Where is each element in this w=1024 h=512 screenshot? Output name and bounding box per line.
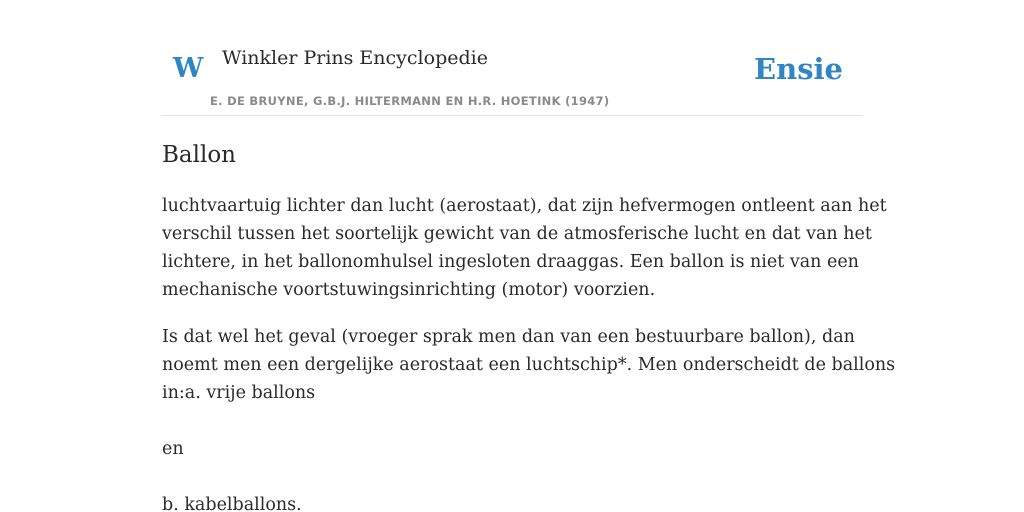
- paragraph-line: verschil tussen het soortelijk gewicht van de atmosferische lucht en dat van het: [162, 224, 872, 244]
- article-paragraph-1: [162, 192, 887, 304]
- article-paragraph-2: [162, 323, 896, 407]
- article-paragraph-3: [162, 435, 862, 463]
- encyclopedia-logo[interactable]: W: [173, 53, 204, 84]
- paragraph-line: lichtere, in het ballonomhulsel ingesloten draaggas. Een ballon is niet van een: [162, 252, 859, 272]
- site-title[interactable]: Winkler Prins Encyclopedie: [222, 47, 488, 69]
- authors-line: E. DE BRUYNE, G.B.J. HILTERMANN EN H.R. HOETINK (1947): [210, 94, 610, 108]
- paragraph-line: Is dat wel het geval (vroeger sprak men dan van een bestuurbare ballon), dan: [162, 327, 855, 347]
- paragraph-line: noemt men een dergelijke aerostaat een luchtschip*. Men onderscheidt de ballons: [162, 355, 896, 375]
- article-paragraph-4: [162, 491, 862, 512]
- paragraph-line: en: [162, 439, 184, 459]
- article-title: Ballon: [162, 142, 236, 168]
- paragraph-line: mechanische voortstuwingsinrichting (motor) voorzien.: [162, 280, 656, 300]
- ensie-brand-logo[interactable]: Ensie: [754, 52, 843, 86]
- site-header: [162, 0, 862, 116]
- page-container: [162, 0, 896, 512]
- paragraph-line: in:a. vrije ballons: [162, 383, 316, 403]
- paragraph-line: b. kabelballons.: [162, 495, 302, 512]
- paragraph-line: luchtvaartuig lichter dan lucht (aerostaat), dat zijn hefvermogen ontleent aan het: [162, 196, 887, 216]
